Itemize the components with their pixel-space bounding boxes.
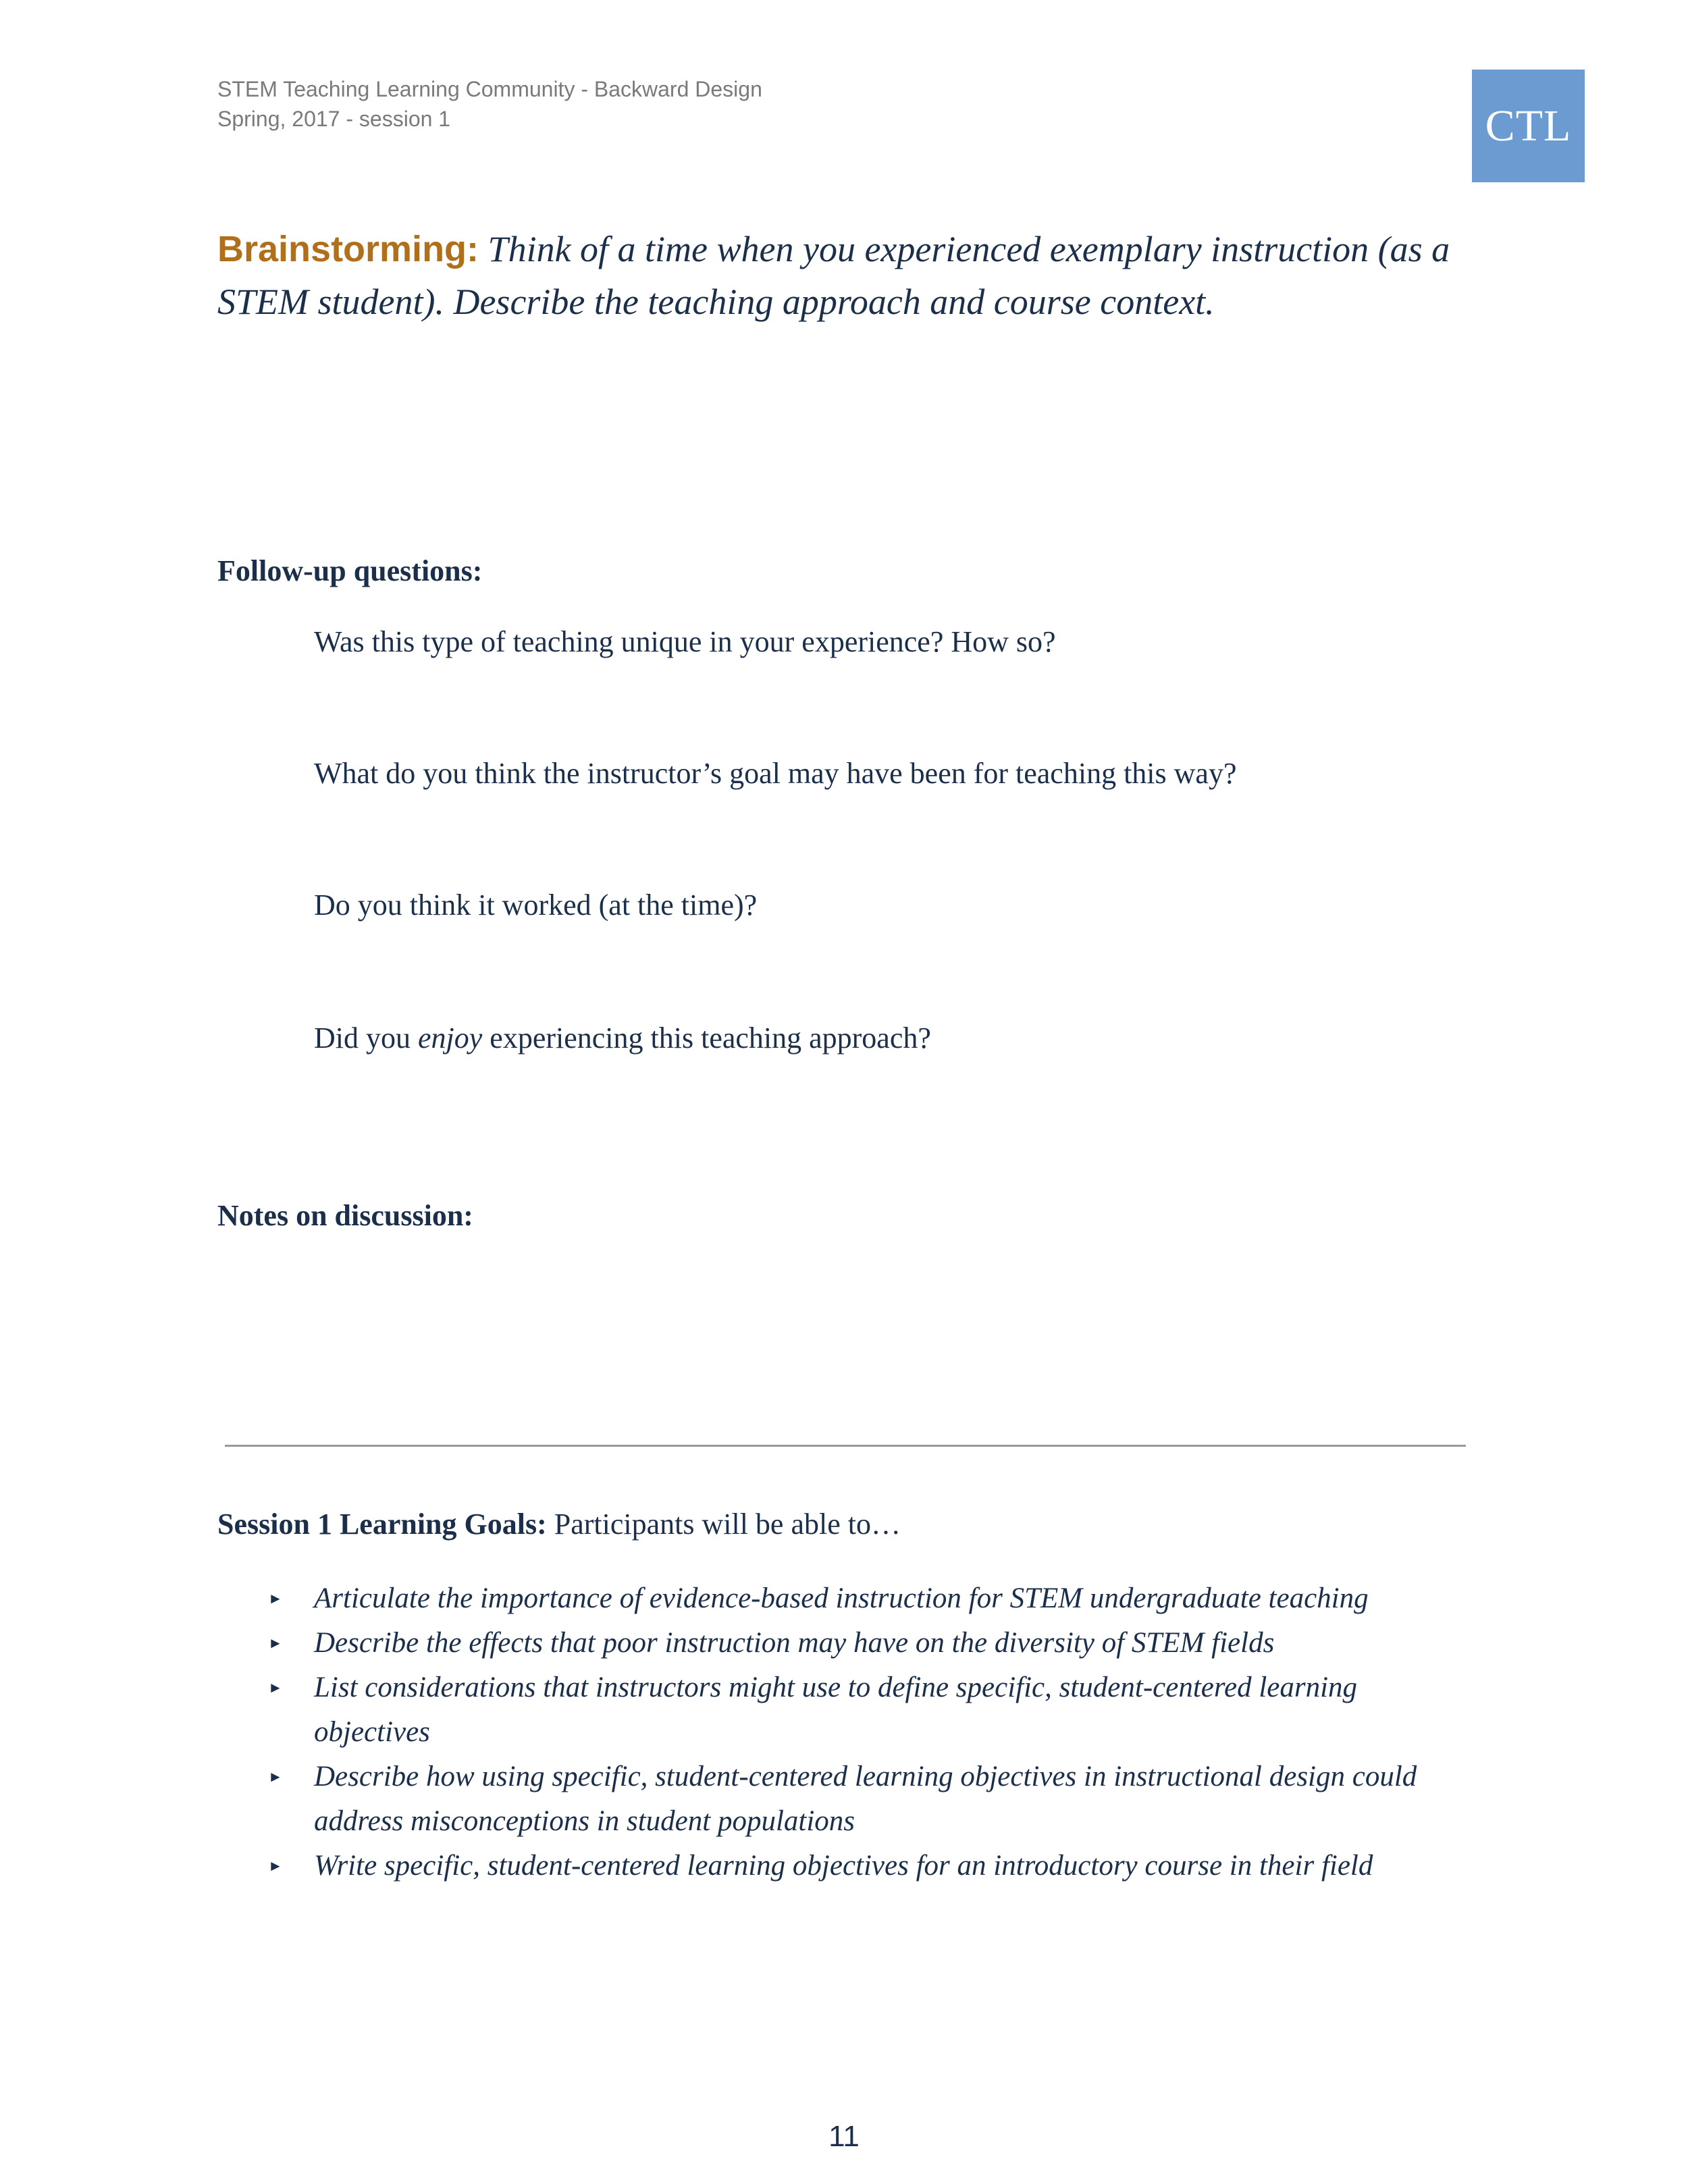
goal-text: Describe the effects that poor instruction may have on the diversity of STEM fields: [314, 1627, 1275, 1659]
goal-item: [268, 1755, 1475, 1844]
goals-list: [268, 1576, 1475, 1888]
brainstorming-label: Brainstorming:: [217, 229, 479, 269]
section-divider: [225, 1445, 1466, 1447]
followup-question-4: [314, 1021, 931, 1055]
q4-text-start: Did you: [314, 1021, 418, 1055]
ctl-logo: CTL: [1472, 70, 1585, 182]
goal-item: [268, 1576, 1475, 1621]
goal-text: Describe how using specific, student-centered learning objectives in instructional design could address misconceptions in student populations: [314, 1761, 1417, 1837]
triangle-bullet-icon: ►: [268, 1768, 283, 1785]
goal-item: [268, 1844, 1475, 1888]
followup-question-2: What do you think the instructor’s goal may have been for teaching this way?: [314, 757, 1237, 790]
goals-heading-label: Session 1 Learning Goals:: [217, 1508, 547, 1541]
goal-text: List considerations that instructors might use to define specific, student-centered learning objectives: [314, 1672, 1358, 1748]
brainstorming-text: Think of a time when you experienced exemplary instruction (as a STEM student). Describe the teaching approach and course context.: [217, 229, 1450, 322]
triangle-bullet-icon: ►: [268, 1590, 283, 1607]
triangle-bullet-icon: ►: [268, 1634, 283, 1651]
notes-heading: Notes on discussion:: [217, 1199, 473, 1232]
goal-text: Write specific, student-centered learning objectives for an introductory course in their field: [314, 1850, 1373, 1882]
page-number: 11: [828, 2120, 860, 2153]
triangle-bullet-icon: ►: [268, 1679, 283, 1696]
followup-question-1: Was this type of teaching unique in your experience? How so?: [314, 625, 1056, 658]
q4-emphasis: enjoy: [418, 1021, 483, 1055]
goals-heading: [217, 1507, 901, 1541]
triangle-bullet-icon: ►: [268, 1857, 283, 1874]
goal-item: [268, 1666, 1475, 1755]
followup-heading: Follow-up questions:: [217, 554, 483, 587]
goal-item: [268, 1621, 1475, 1666]
header-title: STEM Teaching Learning Community - Backward Design: [217, 77, 762, 101]
goals-intro: Participants will be able to…: [546, 1508, 901, 1541]
header-subtitle: Spring, 2017 - session 1: [217, 107, 451, 131]
goal-text: Articulate the importance of evidence-based instruction for STEM undergraduate teaching: [314, 1582, 1369, 1614]
followup-question-3: Do you think it worked (at the time)?: [314, 888, 758, 922]
brainstorming-prompt: [217, 223, 1473, 328]
q4-text-end: experiencing this teaching approach?: [482, 1021, 931, 1055]
